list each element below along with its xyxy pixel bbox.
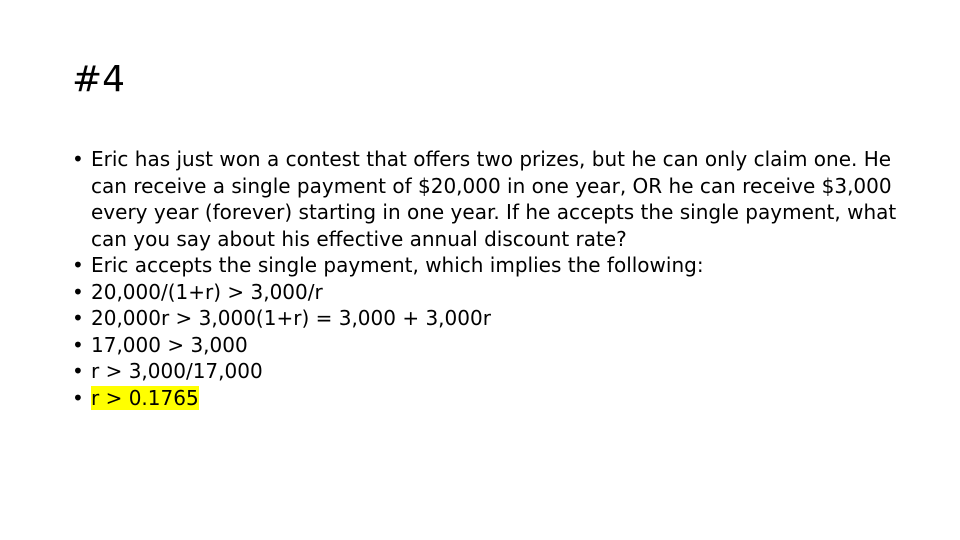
bullet-item-inequality-2 [72,305,922,332]
bullet-item-answer [72,385,922,412]
bullet-icon: • [72,279,84,304]
slide-title: #4 [72,59,126,100]
bullet-item-implication [72,252,922,279]
bullet-list [72,146,922,411]
bullet-icon: • [72,306,84,330]
bullet-icon: • [72,385,84,410]
bullet-icon: • [72,359,84,383]
bullet-item-question [72,146,922,252]
bullet-text: Eric accepts the single payment, which implies the following: [91,253,704,277]
bullet-icon: • [72,147,84,171]
bullet-text: 17,000 > 3,000 [91,332,248,357]
bullet-icon: • [72,332,84,357]
bullet-text: Eric has just won a contest that offers two prizes, but he can only claim one. He can receive a single payment of $20,000 in one year, OR he can receive $3,000 every year (forever) starting in one year. If he accepts the single payment, what can you say about his effective annual discount rate? [91,147,897,251]
bullet-text: 20,000r > 3,000(1+r) = 3,000 + 3,000r [91,306,491,330]
bullet-item-inequality-4 [72,358,922,385]
bullet-item-inequality-1 [72,279,922,306]
bullet-item-inequality-3 [72,332,922,359]
highlighted-answer: r > 0.1765 [91,385,199,410]
bullet-icon: • [72,253,84,277]
bullet-text: r > 3,000/17,000 [91,359,263,383]
bullet-text: 20,000/(1+r) > 3,000/r [91,279,323,304]
